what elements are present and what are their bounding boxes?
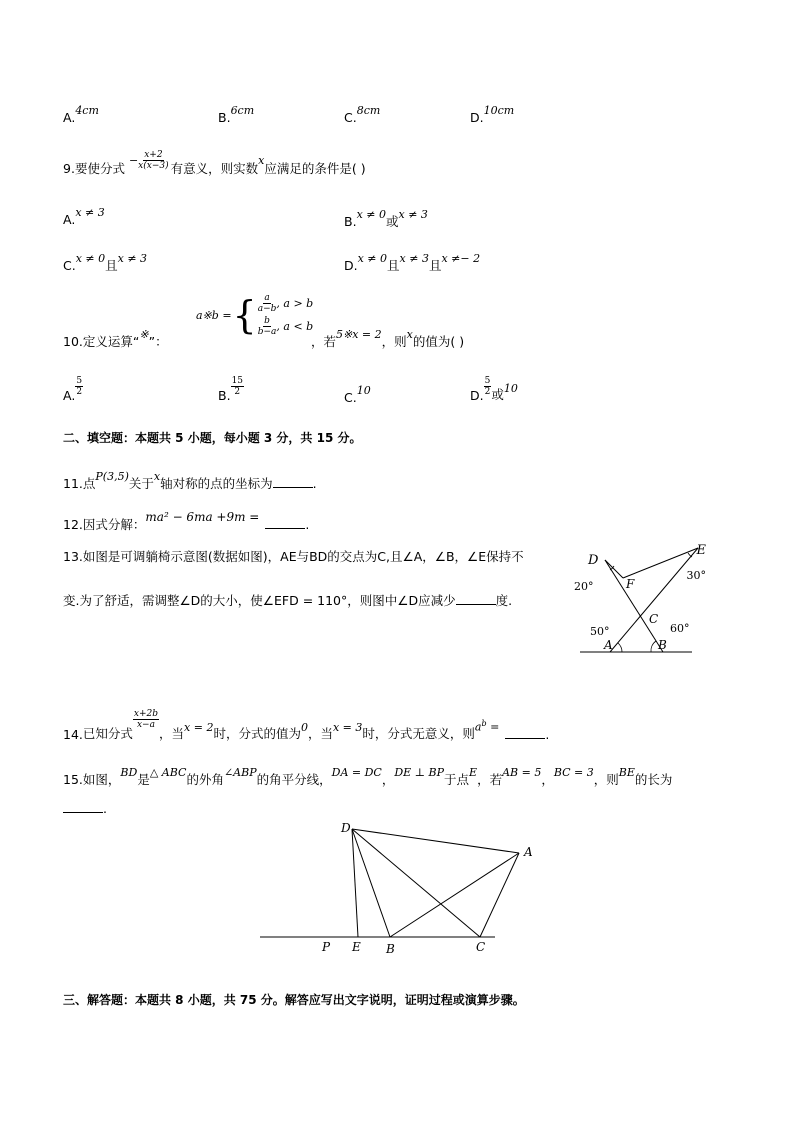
q9-option-b: B.x ≠ 0或x ≠ 3 <box>344 208 428 229</box>
q13-angle-60: 60° <box>670 622 690 635</box>
q9-option-d: D.x ≠ 0且x ≠ 3且x ≠− 2 <box>344 252 481 273</box>
q10-option-c: C.10 <box>344 384 371 405</box>
q13-label-f: F <box>626 577 635 591</box>
q15-label-e: E <box>352 940 361 954</box>
q10-stem-start: 10.定义运算“※”： <box>63 328 168 349</box>
q15-label-a: A <box>524 845 533 859</box>
q13-label-e: E <box>696 543 706 558</box>
q9-option-a: A.x ≠ 3 <box>63 206 105 227</box>
q13-angle-20: 20° <box>574 580 594 593</box>
answer-blank[interactable] <box>265 516 305 529</box>
q10-stem-end: ，若5※x = 2，则x的值为( ) <box>311 328 465 349</box>
q15-line2: . <box>63 800 107 816</box>
answer-blank[interactable] <box>505 726 545 739</box>
q8-option-a: A.4cm <box>63 104 99 125</box>
q9-option-c: C.x ≠ 0且x ≠ 3 <box>63 252 148 273</box>
q9-fraction: $\frac{x+2}{x(x-3)}$ <box>138 149 169 171</box>
q13-angle-50: 50° <box>590 625 610 638</box>
q14: 14. 已知分式 $\frac{x+2b}{x-a}$ ，当 x = 2 时，分式的值为 0 ，当 x = 3 时，分式无意义，则 $a^b$ = . <box>63 709 550 742</box>
q13-label-c: C <box>649 612 659 626</box>
q11: 11.点P(3,5)关于x轴对称的点的坐标为 . <box>63 470 317 491</box>
q9-stem: 9. 要使分式 − $\frac{x+2}{x(x-3)}$ 有意义，则实数 x 应满足的条件是( ) <box>63 149 366 176</box>
q15-line1: 15.如图，BD是△ ABC的外角∠ABP的角平分线，DA = DC，DE ⊥ BP于点E，若AB = 5，BC = 3，则BE的长为 <box>63 766 673 787</box>
q15-line-de <box>352 829 358 937</box>
q8-option-b: B.6cm <box>218 104 255 125</box>
q15-figure <box>255 818 545 960</box>
q13-arc-b <box>651 641 656 652</box>
q12: 12.因式分解：ma² − 6ma +9m = . <box>63 510 310 532</box>
q13-label-d: D <box>588 553 599 568</box>
answer-blank[interactable] <box>456 592 496 605</box>
q13-arc-e <box>688 553 692 557</box>
section-3-heading: 三、解答题：本题共 8 小题，共 75 分。解答应写出文字说明，证明过程或演算步骤。 <box>63 993 525 1007</box>
q10-piecewise: a※b = { $\frac{a}{a-b}$ , a > b $\frac{b}{b-a}$ , a < b <box>196 293 314 337</box>
q15-line-da <box>352 829 519 853</box>
q15-label-c: C <box>476 940 486 954</box>
q15-label-p: P <box>322 940 331 954</box>
q13-line-df <box>605 560 623 578</box>
answer-blank[interactable] <box>63 800 103 813</box>
section-2-heading: 二、填空题：本题共 5 小题，每小题 3 分，共 15 分。 <box>63 431 362 445</box>
q13-figure <box>570 540 706 660</box>
q8-option-c: C.8cm <box>344 104 381 125</box>
q13-label-a: A <box>604 638 613 652</box>
q10-option-a: A. $\frac{5}{2}$ <box>63 376 83 403</box>
q15-label-b: B <box>386 942 395 956</box>
q10-option-b: B. $\frac{15}{2}$ <box>218 376 244 403</box>
q8-option-d: D.10cm <box>470 104 515 125</box>
q15-label-d: D <box>341 821 351 835</box>
q13-line2: 变.为了舒适，需调整∠D的大小，使∠EFD = 110°，则图中∠D应减少 度. <box>63 593 513 608</box>
q13-arc-a <box>618 643 622 652</box>
q13-line1: 13.如图是可调躺椅示意图(数据如图)，AE与BD的交点为C,且∠A，∠B，∠E保持不 <box>63 549 524 564</box>
q10-option-d: D. $\frac{5}{2}$ 或 10 <box>470 376 518 403</box>
q13-angle-30: 30° <box>686 569 706 582</box>
brace-icon: { <box>232 293 257 337</box>
q13-label-b: B <box>658 638 667 652</box>
q13-line-ae <box>610 548 698 652</box>
answer-blank[interactable] <box>273 475 313 488</box>
